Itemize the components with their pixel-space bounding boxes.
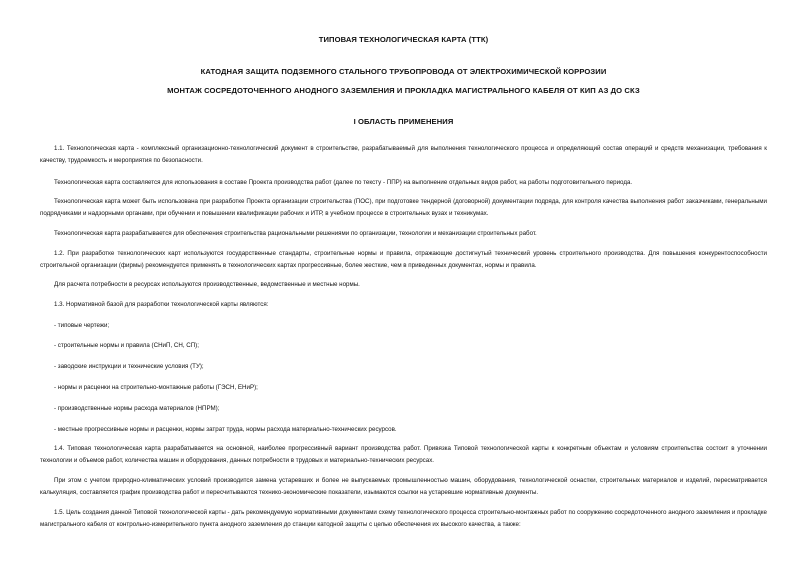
list-item: - типовые чертежи; — [54, 322, 110, 329]
paragraph-1-1: 1.1. Технологическая карта - комплексный организационно-технологический документ в строительстве, разрабатываемый для выполнения технологического процесса и определяющий состав операций и средств механизации, требования к качеству, трудоемкость и мероприятия по безопасности. — [40, 145, 767, 164]
paragraph-1-4: 1.4. Типовая технологическая карта разрабатывается на основной, наиболее прогрессивный вариант производства работ. Привязка Типовой технологической карты к конкретным объектам и условиям строительства состоит в уточнении технологии и объемов работ, количества машин и оборудования, данных потребности в трудовых и материально-технических ресурсах. — [40, 445, 767, 464]
document-subtitle-1: КАТОДНАЯ ЗАЩИТА ПОДЗЕМНОГО СТАЛЬНОГО ТРУБОПРОВОДА ОТ ЭЛЕКТРОХИМИЧЕСКОЙ КОРРОЗИИ — [200, 67, 607, 76]
list-item: - строительные нормы и правила (СНиП, СН, СП); — [54, 342, 199, 349]
paragraph-1-3: 1.3. Нормативной базой для разработки технологической карты являются: — [54, 301, 269, 308]
paragraph-pos: Технологическая карта может быть использована при разработке Проекта организации строительства (ПОС), при подготовке тендерной (договорной) документации подряда, для контроля качества выполнения работ заказчиками, генеральными подрядчиками и надзорными органами, при обучении и повышении квалификации рабочих и ИТР, в учебном процессе в строительных вузах и техникумах. — [40, 198, 767, 217]
list-item: - производственные нормы расхода материалов (НПРМ); — [54, 405, 220, 412]
list-item: - местные прогрессивные нормы и расценки, нормы затрат труда, нормы расхода материально-технических ресурсов. — [54, 426, 397, 433]
section-heading: I ОБЛАСТЬ ПРИМЕНЕНИЯ — [353, 117, 454, 126]
document-title: ТИПОВАЯ ТЕХНОЛОГИЧЕСКАЯ КАРТА (ТТК) — [318, 35, 489, 44]
paragraph-1-2: 1.2. При разработке технологических карт используются государственные стандарты, строительные нормы и правила, отражающие достигнутый технический уровень строительного производства. Для повышения конкурентоспособности строительной организации (фирмы) рекомендуется применять в технологических картах прогрессивные, более жесткие, чем в приведенных документах, нормы и правила. — [40, 250, 767, 269]
paragraph-resources: Для расчета потребности в ресурсах используются производственные, ведомственные и местные нормы. — [54, 281, 360, 288]
list-item: - заводские инструкции и технические условия (ТУ); — [54, 363, 204, 370]
paragraph-climate: При этом с учетом природно-климатических условий производится замена устаревших и более не выпускаемых промышленностью машин, оборудования, технологической оснастки, строительных материалов и изделий, пересматривается калькуляция, составляется график производства работ и пересчитываются технико-экономические показатели, изымаются ссылки на устаревшие нормативные документы. — [40, 477, 767, 496]
paragraph-ppr: Технологическая карта составляется для использования в составе Проекта производства работ (далее по тексту - ППР) на выполнение отдельных видов работ, на работы подготовительного периода. — [54, 179, 633, 186]
document-subtitle-2: МОНТАЖ СОСРЕДОТОЧЕННОГО АНОДНОГО ЗАЗЕМЛЕНИЯ И ПРОКЛАДКА МАГИСТРАЛЬНОГО КАБЕЛЯ ОТ КИП АЗ ДО СКЗ — [167, 86, 640, 95]
paragraph-rational: Технологическая карта разрабатывается для обеспечения строительства рациональными решениями по организации, технологии и механизации строительных работ. — [54, 230, 537, 237]
list-item: - нормы и расценки на строительно-монтажные работы (ГЭСН, ЕНиР); — [54, 384, 258, 391]
paragraph-1-5: 1.5. Цель создания данной Типовой технологической карты - дать рекомендуемую нормативными документами схему технологического процесса строительно-монтажных работ по сооружению сосредоточенного анодного заземления и прокладке магистрального кабеля от контрольно-измерительного пункта анодного заземления до станции катодной защиты с целью обеспечения их высокого качества, а также: — [40, 509, 767, 528]
